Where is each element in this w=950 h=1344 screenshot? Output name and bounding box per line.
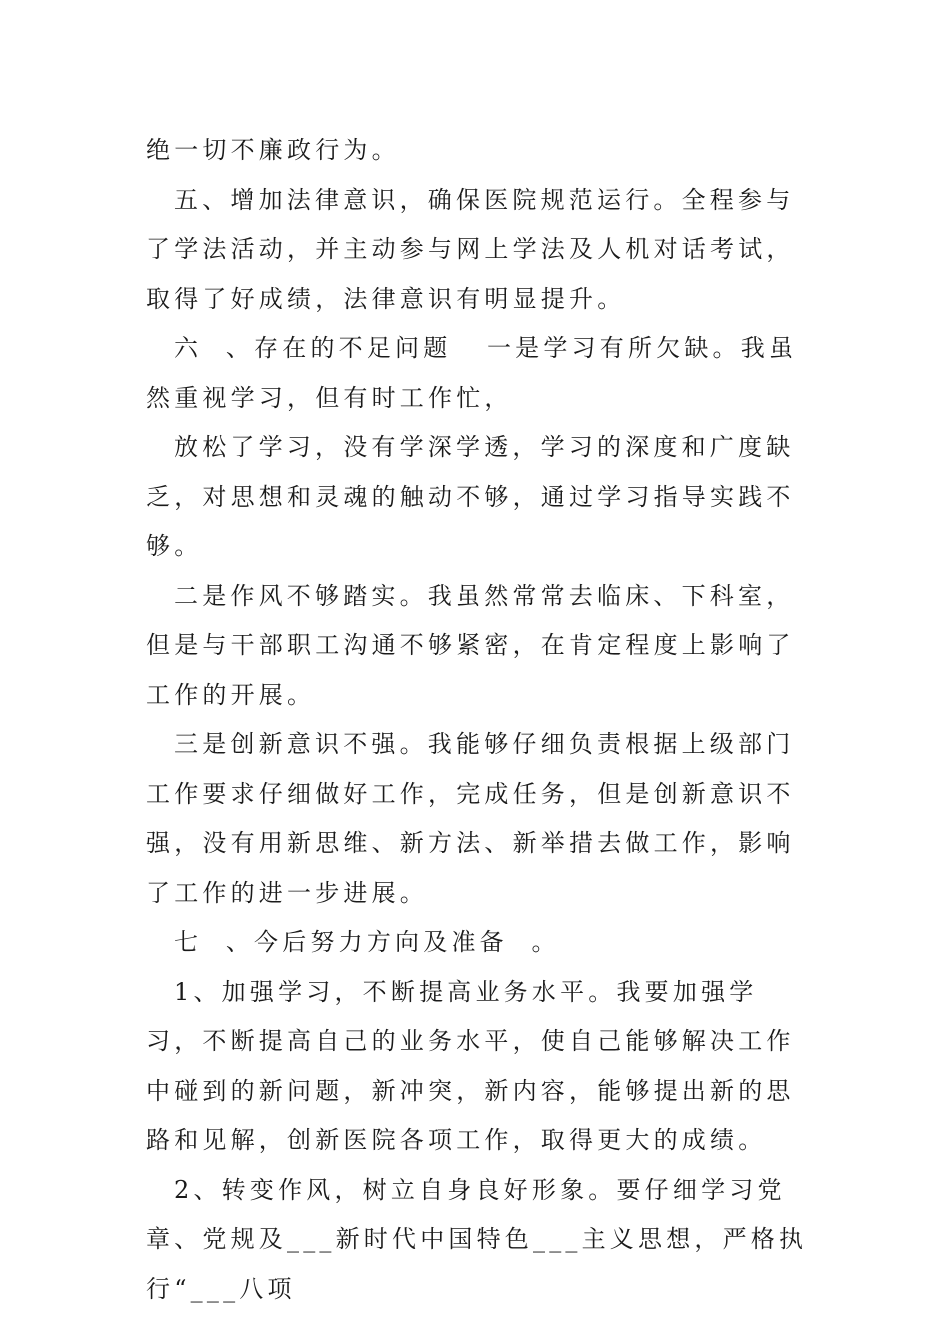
paragraph-7: 七 、今后努力方向及准备 。	[174, 928, 560, 956]
document-page	[146, 126, 810, 1314]
paragraph-9: 2、转变作风，树立自身良好形象。要仔细学习党章、党规及___新时代中国特色___主义思想，严格执行“___八项	[146, 1175, 808, 1303]
paragraph-8: 1、加强学习，不断提高业务水平。我要加强学习，不断提高自己的业务水平，使自己能够解决工作中碰到的新问题，新冲突，新内容，能够提出新的思路和见解，创新医院各项工作，取得更大的成绩。	[146, 977, 795, 1154]
paragraph-4: 放松了学习，没有学深学透，学习的深度和广度缺乏，对思想和灵魂的触动不够，通过学习指导实践不够。	[146, 433, 795, 560]
paragraph-2: 五、增加法律意识，确保医院规范运行。全程参与了学法活动，并主动参与网上学法及人机对话考试，取得了好成绩，法律意识有明显提升。	[146, 185, 795, 313]
paragraph-5: 二是作风不够踏实。我虽然常常去临床、下科室，但是与干部职工沟通不够紧密，在肯定程度上影响了工作的开展。	[146, 581, 795, 709]
paragraph-6: 三是创新意识不强。我能够仔细负责根据上级部门工作要求仔细做好工作，完成任务，但是创新意识不强，没有用新思维、新方法、新举措去做工作，影响了工作的进一步进展。	[146, 730, 795, 907]
paragraph-1: 绝一切不廉政行为。	[146, 136, 400, 164]
paragraph-3: 六 、存在的不足问题 一是学习有所欠缺。我虽然重视学习，但有时工作忙，	[146, 334, 798, 412]
